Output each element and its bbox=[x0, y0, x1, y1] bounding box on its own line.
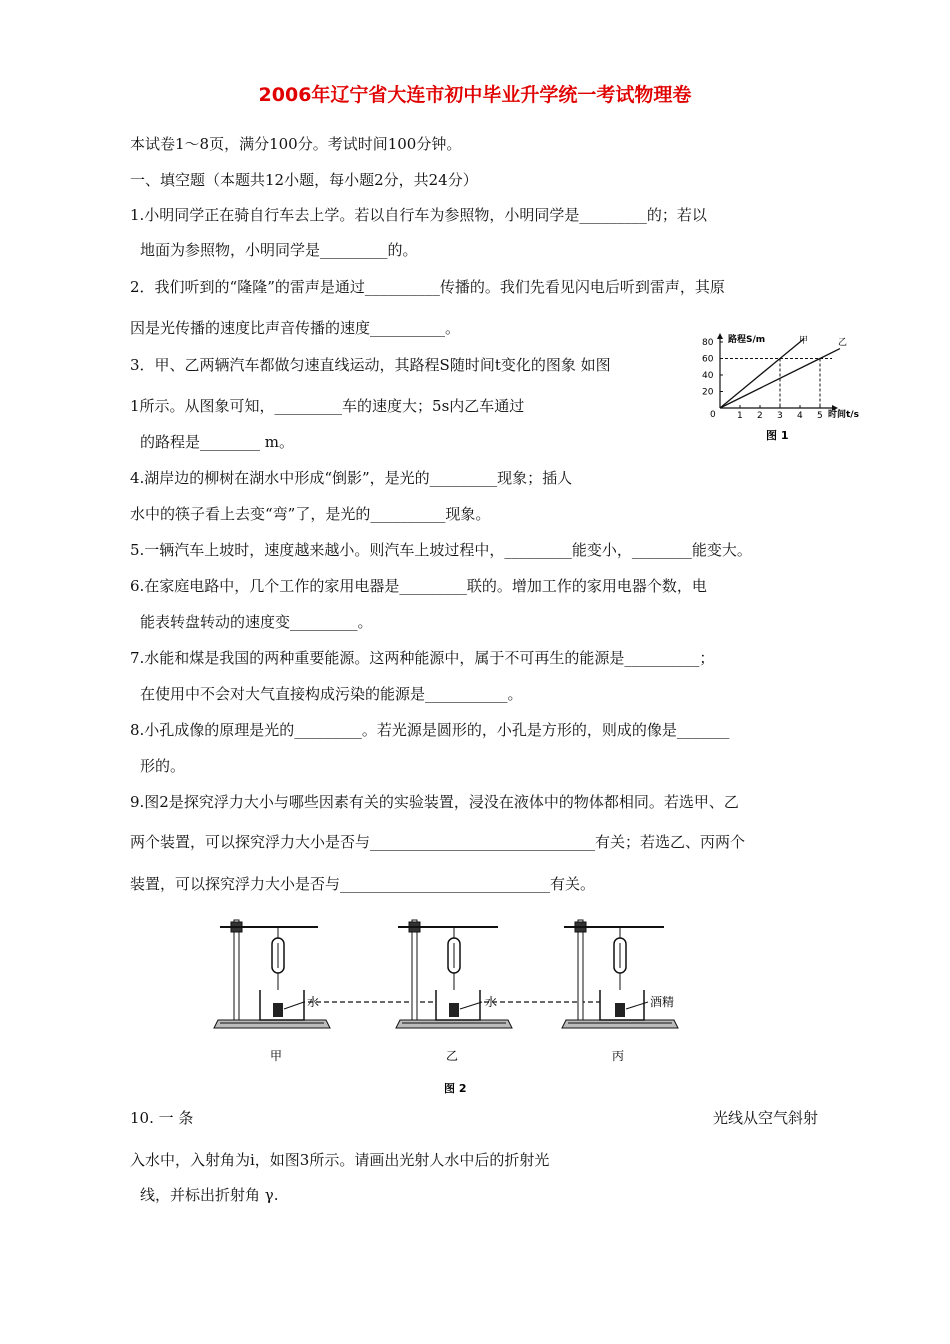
figure-2-apparatus bbox=[200, 910, 740, 1100]
question-3-line-1: 3．甲、乙两辆汽车都做匀速直线运动，其路程S随时间t变化的图象 如图 bbox=[130, 356, 611, 374]
x-tick-label: 5 bbox=[817, 411, 823, 421]
y-tick-label: 20 bbox=[702, 387, 714, 398]
question-6-line-1: 6.在家庭电路中，几个工作的家用电器是_________联的。增加工作的家用电器个数，电 bbox=[130, 577, 707, 595]
figure-1-xlabel: 时间t/s bbox=[828, 410, 859, 420]
question-9-line-3: 装置，可以探究浮力大小是否与____________________________有关。 bbox=[130, 875, 596, 893]
y-tick-label: 80 bbox=[702, 338, 714, 348]
question-9-line-1: 9.图2是探究浮力大小与哪些因素有关的实验装置，浸没在液体中的物体都相同。若选甲、乙 bbox=[130, 793, 739, 811]
question-1-line-1: 1.小明同学正在骑自行车去上学。若以自行车为参照物，小明同学是_________的；若以 bbox=[130, 206, 707, 224]
question-10-line-1-right: 光线从空气斜射 bbox=[712, 1109, 818, 1127]
figure-1-ylabel: 路程S/m bbox=[728, 335, 766, 345]
y-tick-label: 60 bbox=[702, 354, 714, 365]
section-heading: 一、填空题（本题共12小题，每小题2分，共24分） bbox=[130, 171, 478, 189]
exam-info: 本试卷1～8页，满分100分。考试时间100分钟。 bbox=[130, 135, 462, 153]
figure-1-caption: 图 1 bbox=[766, 429, 789, 442]
liquid-label-b: 水 bbox=[485, 995, 498, 1009]
question-4-line-1: 4.湖岸边的柳树在湖水中形成“倒影”，是光的_________现象；插人 bbox=[130, 469, 573, 487]
liquid-label-c: 酒精 bbox=[650, 995, 675, 1009]
apparatus-b bbox=[396, 920, 512, 1028]
question-10-line-1-left: 10. 一 条 bbox=[130, 1109, 194, 1127]
question-1-line-2: 地面为参照物，小明同学是_________的。 bbox=[140, 241, 418, 259]
question-4-line-2: 水中的筷子看上去变“弯”了，是光的__________现象。 bbox=[130, 505, 491, 523]
liquid-label-a: 水 bbox=[307, 995, 320, 1009]
y-tick-label: 40 bbox=[702, 371, 714, 381]
series-label-yi: 乙 bbox=[838, 338, 848, 348]
question-6-line-2: 能表转盘转动的速度变_________。 bbox=[140, 613, 373, 631]
apparatus-label-a: 甲 bbox=[270, 1049, 283, 1063]
apparatus-a bbox=[214, 920, 330, 1028]
figure-2-caption: 图 2 bbox=[444, 1082, 467, 1095]
question-9-line-2: 两个装置，可以探究浮力大小是否与______________________________有关；若选乙、丙两个 bbox=[130, 833, 746, 851]
question-7-line-1: 7.水能和煤是我国的两种重要能源。这两种能源中，属于不可再生的能源是__________； bbox=[130, 649, 715, 667]
question-3-line-3: 的路程是________ m。 bbox=[140, 433, 294, 451]
question-8-line-1: 8.小孔成像的原理是光的_________。若光源是圆形的，小孔是方形的，则成的像是_______ bbox=[130, 721, 730, 739]
question-8-line-2: 形的。 bbox=[140, 757, 186, 775]
y-axis-arrow bbox=[717, 333, 723, 339]
figure-1-chart bbox=[700, 330, 878, 448]
apparatus-label-b: 乙 bbox=[446, 1049, 459, 1063]
x-tick-label: 4 bbox=[797, 411, 803, 421]
x-tick-label: 3 bbox=[777, 411, 783, 421]
question-10-line-2: 入水中，入射角为i，如图3所示。请画出光射人水中后的折射光 bbox=[130, 1151, 550, 1169]
x-tick-label: 2 bbox=[757, 411, 763, 421]
question-2-line-1: 2．我们听到的“隆隆”的雷声是通过__________传播的。我们先看见闪电后听到雷声，其原 bbox=[130, 278, 725, 296]
page-title: 2006年辽宁省大连市初中毕业升学统一考试物理卷 bbox=[258, 84, 692, 106]
question-10-line-3: 线，并标出折射角 γ. bbox=[140, 1186, 279, 1204]
x-tick-label: 1 bbox=[737, 411, 743, 421]
question-3-line-2: 1所示。从图象可知，_________车的速度大；5s内乙车通过 bbox=[130, 397, 525, 415]
question-2-line-2: 因是光传播的速度比声音传播的速度__________。 bbox=[130, 319, 461, 337]
question-7-line-2: 在使用中不会对大气直接构成污染的能源是___________。 bbox=[140, 685, 523, 703]
apparatus-label-c: 丙 bbox=[612, 1049, 625, 1063]
origin-label: 0 bbox=[710, 410, 716, 420]
question-5: 5.一辆汽车上坡时，速度越来越小。则汽车上坡过程中，_________能变小，________能变大。 bbox=[130, 541, 752, 559]
series-label-jia: 甲 bbox=[799, 336, 809, 346]
apparatus-c bbox=[562, 920, 678, 1028]
